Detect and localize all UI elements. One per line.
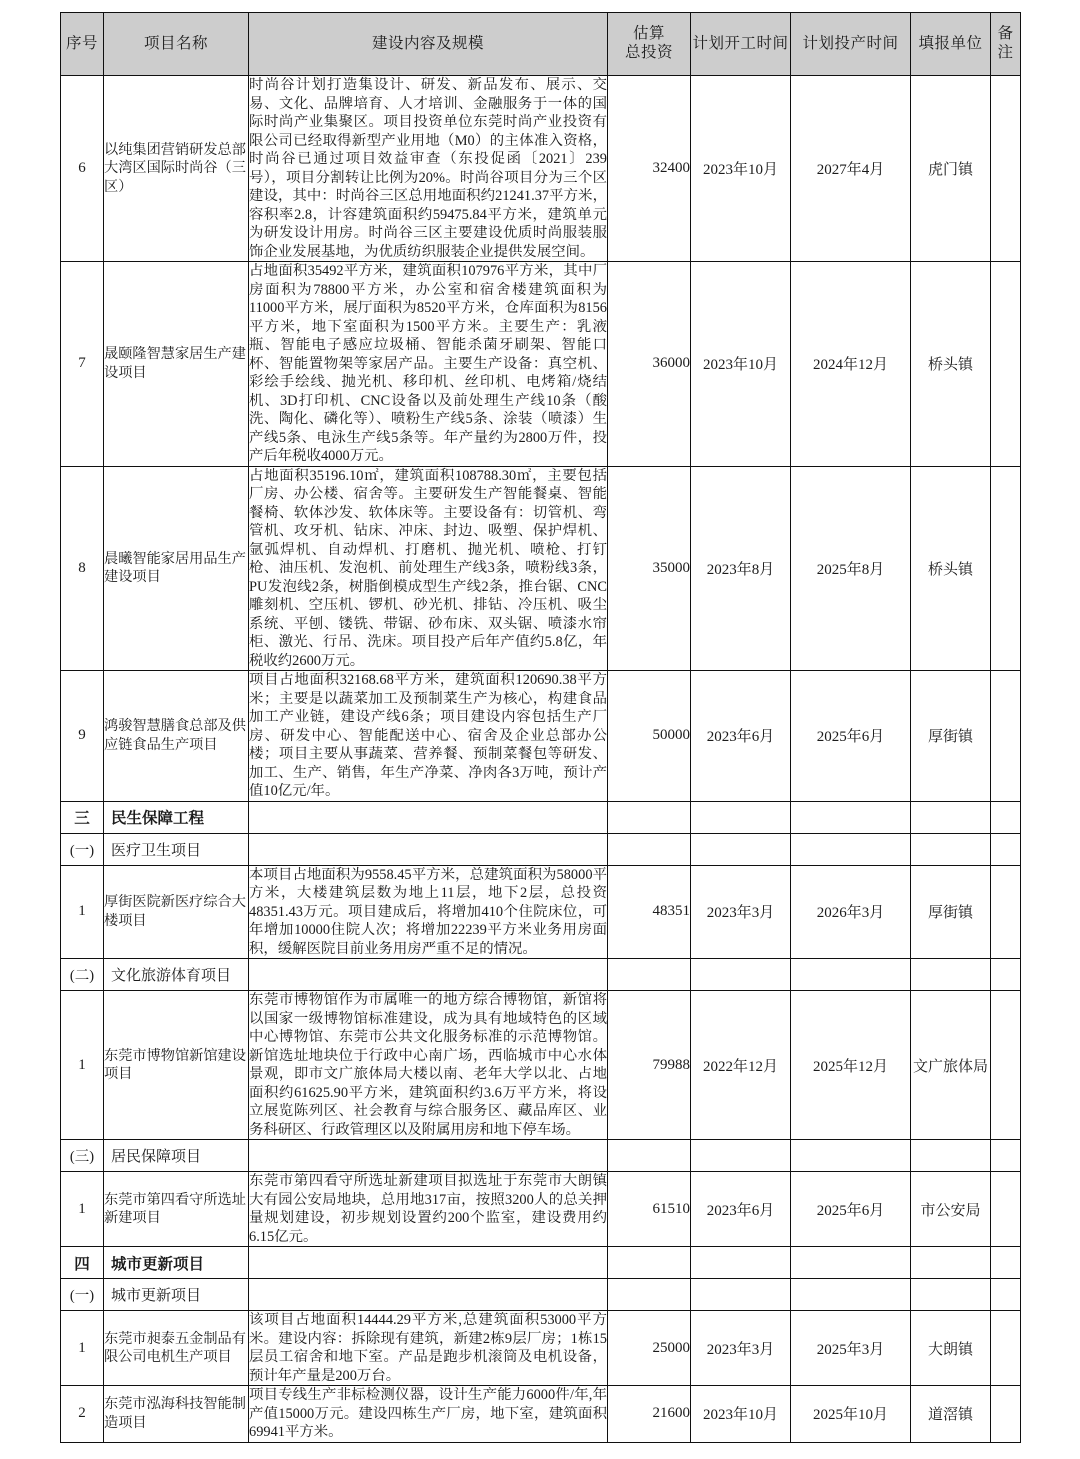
- table-body: [61, 76, 1021, 1443]
- cell-estimated-investment: 79988: [608, 991, 691, 1140]
- table-row: [61, 1386, 1021, 1443]
- cell-section-title: 居民保障项目: [104, 1140, 249, 1172]
- cell-remark: [991, 262, 1021, 467]
- cell-seq: 6: [61, 76, 104, 262]
- cell-empty: [691, 1247, 791, 1279]
- cell-seq: 1: [61, 991, 104, 1140]
- cell-project-name: 东莞市泓海科技智能制造项目: [104, 1386, 249, 1443]
- project-schedule-table: [60, 12, 1021, 1443]
- cell-reporting-unit: 桥头镇: [911, 262, 991, 467]
- table-row: [61, 865, 1021, 959]
- cell-empty: [608, 833, 691, 865]
- cell-empty: [991, 959, 1021, 991]
- cell-empty: [249, 833, 608, 865]
- cell-content-scale: 东莞市第四看守所选址新建项目拟选址于东莞市大朗镇大有园公安局地块，总用地317亩，按照3200人的总关押量规划建设，初步规划设置约200个监室，建设费用约6.15亿元。: [249, 1173, 607, 1245]
- cell-estimated-investment: 48351: [608, 865, 691, 959]
- cell-project-name: 东莞市博物馆新馆建设项目: [104, 991, 249, 1140]
- cell-empty: [911, 1247, 991, 1279]
- cell-empty: [608, 959, 691, 991]
- cell-empty: [691, 959, 791, 991]
- cell-estimated-investment: 36000: [608, 262, 691, 467]
- table-header: [61, 13, 1021, 76]
- cell-content-scale: 该项目占地面积14444.29平方米,总建筑面积53000平方米。建设内容：拆除现有建筑，新建2栋9层厂房；1栋15层员工宿舍和地下室。产品是跑步机滚筒及电机设备，预计年产量是200万台。: [249, 1312, 607, 1384]
- cell-estimated-investment: 50000: [608, 671, 691, 802]
- subsection-header-row: [61, 1140, 1021, 1172]
- cell-reporting-unit: 文广旅体局: [911, 991, 991, 1140]
- cell-content-scale: 东莞市博物馆作为市属唯一的地方综合博物馆，新馆将以国家一级博物馆标准建设，成为具有地域特色的区域中心博物馆、东莞市公共文化服务标准的示范博物馆。新馆选址地块位于行政中心南广场，西临城市中心水体景观，即市文广旅体局大楼以南、老年大学以北、占地面积约61625.90平方米，建筑面积约3.6万平方米，将设立展览陈列区、社会教育与综合服务区、藏品库区、业务科研区、行政管理区以及附属用房和地下停车场。: [249, 992, 607, 1138]
- cell-planned-completion: 2027年4月: [791, 76, 911, 262]
- cell-seq: 7: [61, 262, 104, 467]
- cell-empty: [911, 801, 991, 833]
- cell-seq: 9: [61, 671, 104, 802]
- cell-seq: 2: [61, 1386, 104, 1443]
- cell-reporting-unit: 道滘镇: [911, 1386, 991, 1443]
- cell-reporting-unit: 厚街镇: [911, 671, 991, 802]
- cell-project-name: 以纯集团营销研发总部大湾区国际时尚谷（三区）: [104, 76, 249, 262]
- table-row: [61, 991, 1021, 1140]
- section-header-row: [61, 1247, 1021, 1279]
- cell-planned-start: 2023年8月: [691, 466, 791, 671]
- cell-section-seq: (一): [61, 833, 104, 865]
- cell-planned-completion: 2026年3月: [791, 865, 911, 959]
- cell-section-seq: 三: [61, 801, 104, 833]
- cell-empty: [791, 1247, 911, 1279]
- cell-seq: 1: [61, 865, 104, 959]
- cell-empty: [691, 801, 791, 833]
- cell-planned-start: 2023年6月: [691, 671, 791, 802]
- cell-planned-start: 2023年10月: [691, 262, 791, 467]
- cell-remark: [991, 1311, 1021, 1386]
- cell-remark: [991, 991, 1021, 1140]
- cell-empty: [249, 1247, 608, 1279]
- cell-empty: [991, 1279, 1021, 1311]
- cell-section-title: 文化旅游体育项目: [104, 959, 249, 991]
- estimated-investment-line2: 总投资: [624, 44, 673, 61]
- cell-section-title: 城市更新项目: [104, 1279, 249, 1311]
- cell-estimated-investment: 21600: [608, 1386, 691, 1443]
- cell-content-scale: 项目专线生产非标检测仪器，设计生产能力6000件/年,年产值15000万元。建设四栋生产厂房，地下室，建筑面积69941平方米。: [249, 1387, 607, 1440]
- cell-planned-completion: 2025年6月: [791, 1172, 911, 1247]
- column-header-seq: 序号: [61, 13, 104, 76]
- cell-section-title: 民生保障工程: [104, 801, 249, 833]
- cell-empty: [691, 1140, 791, 1172]
- cell-estimated-investment: 35000: [608, 466, 691, 671]
- cell-planned-start: 2023年3月: [691, 865, 791, 959]
- cell-estimated-investment: 25000: [608, 1311, 691, 1386]
- cell-empty: [791, 801, 911, 833]
- project-schedule-table-sheet: [60, 12, 1020, 1443]
- cell-remark: [991, 466, 1021, 671]
- cell-section-seq: (二): [61, 959, 104, 991]
- table-row: [61, 1311, 1021, 1386]
- table-row: [61, 262, 1021, 467]
- table-row: [61, 1172, 1021, 1247]
- cell-content-scale: 占地面积35196.10㎡，建筑面积108788.30㎡，主要包括厂房、办公楼、宿舍等。主要研发生产智能餐桌、智能餐椅、软体沙发、软体床等。主要设备有：切管机、弯管机、攻牙机、钻床、冲床、封边、吸塑、保护焊机、氩弧焊机、自动焊机、打磨机、抛光机、喷枪、打钉枪、油压机、发泡机、前处理生产线3条，喷粉线3条，PU发泡线2条，树脂倒模成型生产线2条，推台锯、CNC雕刻机、空压机、锣机、砂光机、排钻、冷压机、吸尘系统、平刨、镂铣、带锯、砂布床、双头锯、喷漆水帘柜、激光、行吊、洗床。项目投产后年产值约5.8亿，年税收约2600万元。: [249, 467, 607, 669]
- cell-planned-completion: 2025年6月: [791, 671, 911, 802]
- cell-planned-start: 2023年3月: [691, 1311, 791, 1386]
- estimated-investment-line1: 估算: [632, 25, 665, 43]
- table-row: [61, 671, 1021, 802]
- cell-empty: [791, 833, 911, 865]
- column-header-content-scale: 建设内容及规模: [249, 13, 608, 76]
- cell-project-name: 东莞市第四看守所选址新建项目: [104, 1172, 249, 1247]
- cell-empty: [791, 1140, 911, 1172]
- cell-empty: [608, 1247, 691, 1279]
- cell-remark: [991, 1386, 1021, 1443]
- column-header-project-name: 项目名称: [104, 13, 249, 76]
- cell-project-name: 鸿骏智慧膳食总部及供应链食品生产项目: [104, 671, 249, 802]
- column-header-reporting-unit: 填报单位: [911, 13, 991, 76]
- cell-content-scale: 本项目占地面积为9558.45平方米，总建筑面积为58000平方米，大楼建筑层数为地上11层，地下2层，总投资48351.43万元。项目建成后，将增加410个住院床位，可年增加10000住院人次；将增加22239平方米业务用房面积，缓解医院目前业务用房严重不足的情况。: [249, 866, 607, 957]
- cell-seq: 1: [61, 1311, 104, 1386]
- cell-planned-completion: 2025年8月: [791, 466, 911, 671]
- cell-empty: [249, 959, 608, 991]
- cell-content-scale: 项目占地面积32168.68平方米，建筑面积120690.38平方米；主要是以蔬菜加工及预制菜生产为核心，构建食品加工产业链，建设产线6条；项目建设内容包括生产厂房、研发中心、智能配送中心、宿舍及企业总部办公楼；项目主要从事蔬菜、营养餐、预制菜餐包等研发、加工、生产、销售，年生产净菜、净肉各3万吨，预计产值10亿元/年。: [249, 672, 607, 799]
- cell-empty: [791, 1279, 911, 1311]
- cell-content-scale: 占地面积35492平方米，建筑面积107976平方米，其中厂房面积为78800平方米，办公室和宿舍楼建筑面积为11000平方米，展厅面积为8520平方米，仓库面积为8156平方米，地下室面积为1500平方米。主要生产：乳液瓶、智能电子感应垃圾桶、智能杀菌牙刷架、智能口杯、智能置物架等家居产品。主要生产设备：真空机、彩绘手绘线、抛光机、移印机、丝印机、电烤箱/烧结机、3D打印机、CNC设备以及前处理生产线10条（酸洗、陶化、磷化等）、喷粉生产线5条、涂装（喷漆）生产线5条、电泳生产线5条等。年产量约为2800万件，投产后年税收4000万元。: [249, 263, 607, 464]
- column-header-estimated-investment: [608, 13, 691, 76]
- cell-empty: [991, 833, 1021, 865]
- cell-project-name: 厚街医院新医疗综合大楼项目: [104, 865, 249, 959]
- cell-empty: [911, 833, 991, 865]
- table-row: [61, 466, 1021, 671]
- cell-seq: 8: [61, 466, 104, 671]
- column-header-planned-completion: 计划投产时间: [791, 13, 911, 76]
- cell-remark: [991, 76, 1021, 262]
- cell-planned-completion: 2025年12月: [791, 991, 911, 1140]
- cell-remark: [991, 1172, 1021, 1247]
- cell-empty: [991, 1247, 1021, 1279]
- cell-planned-start: 2023年10月: [691, 1386, 791, 1443]
- cell-empty: [991, 1140, 1021, 1172]
- cell-estimated-investment: 32400: [608, 76, 691, 262]
- cell-empty: [911, 959, 991, 991]
- cell-section-seq: (三): [61, 1140, 104, 1172]
- cell-planned-completion: 2025年3月: [791, 1311, 911, 1386]
- cell-empty: [608, 1279, 691, 1311]
- cell-empty: [911, 1140, 991, 1172]
- cell-section-title: 城市更新项目: [104, 1247, 249, 1279]
- cell-section-title: 医疗卫生项目: [104, 833, 249, 865]
- cell-remark: [991, 865, 1021, 959]
- cell-empty: [608, 801, 691, 833]
- section-header-row: [61, 801, 1021, 833]
- cell-empty: [249, 1279, 608, 1311]
- cell-project-name: 东莞市昶泰五金制品有限公司电机生产项目: [104, 1311, 249, 1386]
- cell-project-name: 晨曦智能家居用品生产建设项目: [104, 466, 249, 671]
- cell-reporting-unit: 虎门镇: [911, 76, 991, 262]
- table-row: [61, 76, 1021, 262]
- cell-empty: [249, 801, 608, 833]
- cell-empty: [249, 1140, 608, 1172]
- cell-empty: [691, 1279, 791, 1311]
- cell-empty: [608, 1140, 691, 1172]
- cell-content-scale: 时尚谷计划打造集设计、研发、新品发布、展示、交易、文化、品牌培育、人才培训、金融服务于一体的国际时尚产业集聚区。项目投资单位东莞时尚产业投资有限公司已经取得新型产业用地（M0）的主体准入资格，时尚谷已通过项目效益审查（东投促函〔2021〕239号），项目分割转让比例为20%。时尚谷项目分为三个区建设，其中：时尚谷三区总用地面积约21241.37平方米，容积率2.8，计容建筑面积约59475.84平方米，建筑单元为研发设计用房。时尚谷三区主要建设优质时尚服装服饰企业发展基地，为优质纺织服装企业提供发展空间。: [249, 77, 607, 260]
- cell-empty: [791, 959, 911, 991]
- column-header-remark: 备注: [991, 13, 1021, 76]
- cell-planned-start: 2023年10月: [691, 76, 791, 262]
- subsection-header-row: [61, 833, 1021, 865]
- cell-planned-start: 2022年12月: [691, 991, 791, 1140]
- cell-reporting-unit: 厚街镇: [911, 865, 991, 959]
- cell-empty: [911, 1279, 991, 1311]
- subsection-header-row: [61, 959, 1021, 991]
- cell-empty: [691, 833, 791, 865]
- cell-remark: [991, 671, 1021, 802]
- subsection-header-row: [61, 1279, 1021, 1311]
- cell-reporting-unit: 大朗镇: [911, 1311, 991, 1386]
- cell-planned-start: 2023年6月: [691, 1172, 791, 1247]
- cell-estimated-investment: 61510: [608, 1172, 691, 1247]
- cell-reporting-unit: 桥头镇: [911, 466, 991, 671]
- cell-seq: 1: [61, 1172, 104, 1247]
- cell-planned-completion: 2024年12月: [791, 262, 911, 467]
- cell-section-seq: (一): [61, 1279, 104, 1311]
- cell-reporting-unit: 市公安局: [911, 1172, 991, 1247]
- column-header-planned-start: 计划开工时间: [691, 13, 791, 76]
- cell-planned-completion: 2025年10月: [791, 1386, 911, 1443]
- cell-empty: [991, 801, 1021, 833]
- header-row: [61, 13, 1021, 76]
- cell-section-seq: 四: [61, 1247, 104, 1279]
- cell-project-name: 晟颐隆智慧家居生产建设项目: [104, 262, 249, 467]
